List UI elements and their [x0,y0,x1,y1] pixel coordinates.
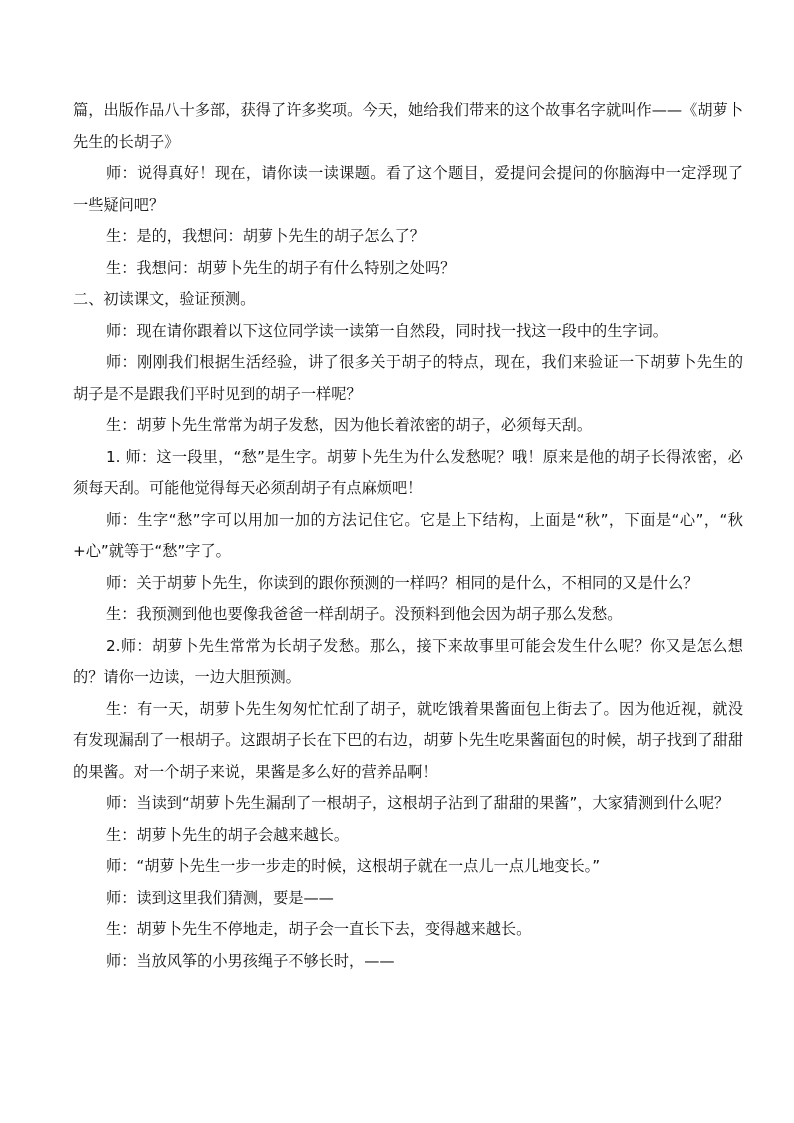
document-body [73,95,743,977]
paragraph: 师：刚刚我们根据生活经验，讲了很多关于胡子的特点，现在，我们来验证一下胡萝卜先生的胡子是不是跟我们平时见到的胡子一样呢？ [73,353,743,403]
paragraph: 师：当放风筝的小男孩绳子不够长时，—— [106,951,395,970]
paragraph: 生：我预测到他也要像我爸爸一样刮胡子。没预料到他会因为胡子那么发愁。 [106,605,623,623]
paragraph: 师：读到这里我们猜测，要是—— [106,888,334,907]
paragraph: 师：生字“愁”字可以用加一加的方法记住它。它是上下结构，上面是“秋”，下面是“心”，“秋+心”就等于“愁”字了。 [73,510,743,560]
paragraph: 师：说得真好！现在，请你读一读课题。看了这个题目，爱提问会提问的你脑海中一定浮现了一些疑问吧？ [73,164,743,214]
paragraph: 师：当读到“胡萝卜先生漏刮了一根胡子，这根胡子沾到了甜甜的果酱”，大家猜测到什么呢？ [106,794,730,812]
section-heading: 二、初读课文，验证预测。 [73,290,256,308]
paragraph: 篇，出版作品八十多部，获得了许多奖项。今天，她给我们带来的这个故事名字就叫作——《胡萝卜先生的长胡子》 [73,101,743,151]
paragraph: 生：有一天，胡萝卜先生匆匆忙忙刮了胡子，就吃饿着果酱面包上街去了。因为他近视，就没有发现漏刮了一根胡子。这跟胡子长在下巴的右边，胡萝卜先生吃果酱面包的时候，胡子找到了甜甜的果酱。对一个胡子来说，果酱是多么好的营养品啊！ [73,699,743,781]
paragraph: 1. 师：这一段里，“愁”是生字。胡萝卜先生为什么发愁呢？哦！原来是他的胡子长得浓密，必须每天刮。可能他觉得每天必须刮胡子有点麻烦吧！ [73,447,743,497]
paragraph: 生：胡萝卜先生常常为胡子发愁，因为他长着浓密的胡子，必须每天刮。 [106,416,592,434]
paragraph: 生：胡萝卜先生不停地走，胡子会一直长下去，变得越来越长。 [106,920,532,938]
paragraph: 师：关于胡萝卜先生，你读到的跟你预测的一样吗？相同的是什么，不相同的又是什么？ [106,573,699,592]
paragraph: 生：我想问：胡萝卜先生的胡子有什么特别之处吗？ [106,258,456,277]
paragraph: 2.师：胡萝卜先生常常为长胡子发愁。那么，接下来故事里可能会发生什么呢？你又是怎么想的？请你一边读，一边大胆预测。 [73,636,743,686]
paragraph: 生：胡萝卜先生的胡子会越来越长。 [106,825,349,844]
paragraph: 生：是的，我想问：胡萝卜先生的胡子怎么了？ [106,227,425,245]
paragraph: 师：“胡萝卜先生一步一步走的时候，这根胡子就在一点儿一点儿地变长。” [106,857,601,875]
paragraph: 师：现在请你跟着以下这位同学读一读第一自然段，同时找一找这一段中的生字词。 [106,321,668,340]
